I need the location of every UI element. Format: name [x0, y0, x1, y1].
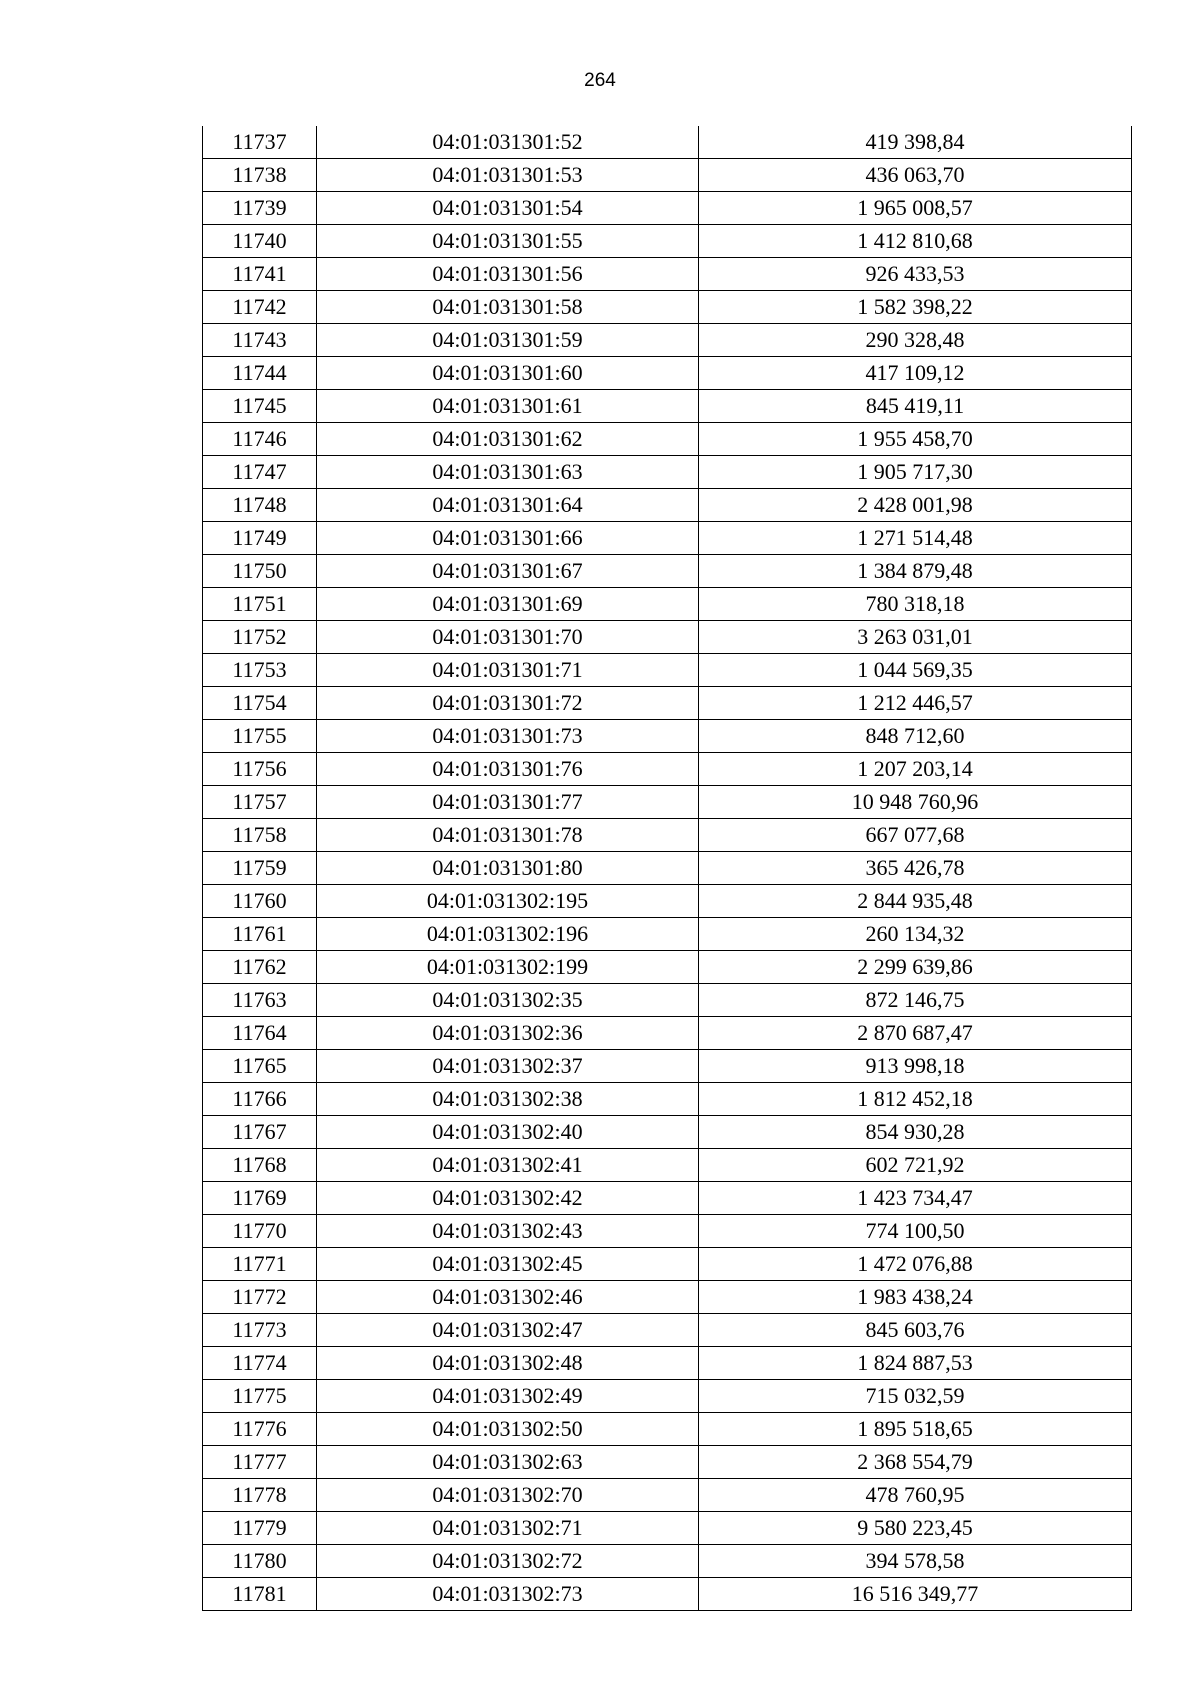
cadastral-number-cell: 04:01:031302:195: [317, 885, 699, 918]
row-number-cell: 11753: [203, 654, 317, 687]
row-number-cell: 11781: [203, 1578, 317, 1611]
value-cell: 260 134,32: [699, 918, 1132, 951]
row-number-cell: 11747: [203, 456, 317, 489]
row-number-cell: 11751: [203, 588, 317, 621]
value-cell: 845 419,11: [699, 390, 1132, 423]
cadastral-number-cell: 04:01:031301:63: [317, 456, 699, 489]
row-number-cell: 11749: [203, 522, 317, 555]
row-number-cell: 11758: [203, 819, 317, 852]
table-row: [203, 192, 1132, 225]
cadastral-number-cell: 04:01:031301:78: [317, 819, 699, 852]
registry-table-body: [203, 126, 1132, 1611]
cadastral-number-cell: 04:01:031302:196: [317, 918, 699, 951]
row-number-cell: 11761: [203, 918, 317, 951]
cadastral-number-cell: 04:01:031301:61: [317, 390, 699, 423]
row-number-cell: 11775: [203, 1380, 317, 1413]
row-number-cell: 11752: [203, 621, 317, 654]
cadastral-number-cell: 04:01:031301:55: [317, 225, 699, 258]
value-cell: 436 063,70: [699, 159, 1132, 192]
value-cell: 2 428 001,98: [699, 489, 1132, 522]
value-cell: 9 580 223,45: [699, 1512, 1132, 1545]
value-cell: 1 271 514,48: [699, 522, 1132, 555]
table-row: [203, 489, 1132, 522]
value-cell: 2 844 935,48: [699, 885, 1132, 918]
row-number-cell: 11754: [203, 687, 317, 720]
value-cell: 1 412 810,68: [699, 225, 1132, 258]
cadastral-number-cell: 04:01:031301:58: [317, 291, 699, 324]
table-row: [203, 1479, 1132, 1512]
table-row: [203, 918, 1132, 951]
value-cell: 16 516 349,77: [699, 1578, 1132, 1611]
row-number-cell: 11738: [203, 159, 317, 192]
cadastral-number-cell: 04:01:031301:62: [317, 423, 699, 456]
row-number-cell: 11756: [203, 753, 317, 786]
cadastral-number-cell: 04:01:031301:80: [317, 852, 699, 885]
row-number-cell: 11746: [203, 423, 317, 456]
cadastral-number-cell: 04:01:031301:53: [317, 159, 699, 192]
cadastral-number-cell: 04:01:031301:54: [317, 192, 699, 225]
row-number-cell: 11757: [203, 786, 317, 819]
table-row: [203, 1248, 1132, 1281]
value-cell: 394 578,58: [699, 1545, 1132, 1578]
row-number-cell: 11748: [203, 489, 317, 522]
value-cell: 854 930,28: [699, 1116, 1132, 1149]
table-row: [203, 456, 1132, 489]
table-row: [203, 555, 1132, 588]
value-cell: 774 100,50: [699, 1215, 1132, 1248]
value-cell: 1 812 452,18: [699, 1083, 1132, 1116]
table-row: [203, 390, 1132, 423]
value-cell: 1 824 887,53: [699, 1347, 1132, 1380]
table-row: [203, 324, 1132, 357]
value-cell: 2 870 687,47: [699, 1017, 1132, 1050]
table-row: [203, 819, 1132, 852]
cadastral-number-cell: 04:01:031301:70: [317, 621, 699, 654]
value-cell: 872 146,75: [699, 984, 1132, 1017]
value-cell: 602 721,92: [699, 1149, 1132, 1182]
table-row: [203, 654, 1132, 687]
row-number-cell: 11737: [203, 126, 317, 159]
table-row: [203, 786, 1132, 819]
value-cell: 1 895 518,65: [699, 1413, 1132, 1446]
table-row: [203, 1083, 1132, 1116]
row-number-cell: 11771: [203, 1248, 317, 1281]
value-cell: 1 983 438,24: [699, 1281, 1132, 1314]
value-cell: 290 328,48: [699, 324, 1132, 357]
table-row: [203, 720, 1132, 753]
row-number-cell: 11777: [203, 1446, 317, 1479]
table-row: [203, 687, 1132, 720]
table-row: [203, 159, 1132, 192]
cadastral-number-cell: 04:01:031302:63: [317, 1446, 699, 1479]
cadastral-number-cell: 04:01:031301:73: [317, 720, 699, 753]
value-cell: 2 299 639,86: [699, 951, 1132, 984]
row-number-cell: 11769: [203, 1182, 317, 1215]
table-row: [203, 1545, 1132, 1578]
table-row: [203, 1116, 1132, 1149]
cadastral-number-cell: 04:01:031302:46: [317, 1281, 699, 1314]
table-row: [203, 1413, 1132, 1446]
table-row: [203, 753, 1132, 786]
value-cell: 845 603,76: [699, 1314, 1132, 1347]
cadastral-number-cell: 04:01:031302:199: [317, 951, 699, 984]
cadastral-number-cell: 04:01:031301:56: [317, 258, 699, 291]
table-row: [203, 852, 1132, 885]
cadastral-number-cell: 04:01:031301:72: [317, 687, 699, 720]
cadastral-number-cell: 04:01:031302:40: [317, 1116, 699, 1149]
cadastral-number-cell: 04:01:031302:41: [317, 1149, 699, 1182]
cadastral-number-cell: 04:01:031302:73: [317, 1578, 699, 1611]
table-row: [203, 1347, 1132, 1380]
value-cell: 1 207 203,14: [699, 753, 1132, 786]
cadastral-number-cell: 04:01:031301:71: [317, 654, 699, 687]
table-row: [203, 357, 1132, 390]
row-number-cell: 11740: [203, 225, 317, 258]
table-row: [203, 126, 1132, 159]
table-row: [203, 1017, 1132, 1050]
cadastral-number-cell: 04:01:031302:38: [317, 1083, 699, 1116]
table-row: [203, 1182, 1132, 1215]
row-number-cell: 11764: [203, 1017, 317, 1050]
value-cell: 10 948 760,96: [699, 786, 1132, 819]
row-number-cell: 11750: [203, 555, 317, 588]
value-cell: 1 212 446,57: [699, 687, 1132, 720]
table-row: [203, 1050, 1132, 1083]
value-cell: 1 472 076,88: [699, 1248, 1132, 1281]
value-cell: 715 032,59: [699, 1380, 1132, 1413]
table-row: [203, 1380, 1132, 1413]
cadastral-number-cell: 04:01:031301:60: [317, 357, 699, 390]
cadastral-number-cell: 04:01:031302:45: [317, 1248, 699, 1281]
page-number: 264: [584, 70, 616, 91]
value-cell: 1 955 458,70: [699, 423, 1132, 456]
table-row: [203, 621, 1132, 654]
table-row: [203, 258, 1132, 291]
cadastral-number-cell: 04:01:031302:70: [317, 1479, 699, 1512]
cadastral-number-cell: 04:01:031301:64: [317, 489, 699, 522]
cadastral-number-cell: 04:01:031302:72: [317, 1545, 699, 1578]
value-cell: 1 905 717,30: [699, 456, 1132, 489]
value-cell: 1 965 008,57: [699, 192, 1132, 225]
table-row: [203, 423, 1132, 456]
table-row: [203, 1512, 1132, 1545]
value-cell: 1 582 398,22: [699, 291, 1132, 324]
cadastral-number-cell: 04:01:031302:42: [317, 1182, 699, 1215]
cadastral-number-cell: 04:01:031302:47: [317, 1314, 699, 1347]
row-number-cell: 11770: [203, 1215, 317, 1248]
table-row: [203, 1215, 1132, 1248]
value-cell: 926 433,53: [699, 258, 1132, 291]
cadastral-number-cell: 04:01:031302:71: [317, 1512, 699, 1545]
table-row: [203, 225, 1132, 258]
registry-table: [202, 126, 1132, 1611]
cadastral-number-cell: 04:01:031301:52: [317, 126, 699, 159]
row-number-cell: 11772: [203, 1281, 317, 1314]
row-number-cell: 11741: [203, 258, 317, 291]
row-number-cell: 11744: [203, 357, 317, 390]
value-cell: 2 368 554,79: [699, 1446, 1132, 1479]
value-cell: 1 423 734,47: [699, 1182, 1132, 1215]
value-cell: 780 318,18: [699, 588, 1132, 621]
row-number-cell: 11773: [203, 1314, 317, 1347]
value-cell: 365 426,78: [699, 852, 1132, 885]
table-row: [203, 1281, 1132, 1314]
cadastral-number-cell: 04:01:031302:48: [317, 1347, 699, 1380]
cadastral-number-cell: 04:01:031301:69: [317, 588, 699, 621]
row-number-cell: 11766: [203, 1083, 317, 1116]
table-row: [203, 984, 1132, 1017]
cadastral-number-cell: 04:01:031301:76: [317, 753, 699, 786]
cadastral-number-cell: 04:01:031301:77: [317, 786, 699, 819]
row-number-cell: 11776: [203, 1413, 317, 1446]
row-number-cell: 11774: [203, 1347, 317, 1380]
row-number-cell: 11778: [203, 1479, 317, 1512]
value-cell: 478 760,95: [699, 1479, 1132, 1512]
cadastral-number-cell: 04:01:031301:66: [317, 522, 699, 555]
row-number-cell: 11760: [203, 885, 317, 918]
cadastral-number-cell: 04:01:031302:43: [317, 1215, 699, 1248]
table-row: [203, 522, 1132, 555]
cadastral-number-cell: 04:01:031302:37: [317, 1050, 699, 1083]
value-cell: 1 044 569,35: [699, 654, 1132, 687]
cadastral-number-cell: 04:01:031301:67: [317, 555, 699, 588]
row-number-cell: 11743: [203, 324, 317, 357]
row-number-cell: 11768: [203, 1149, 317, 1182]
row-number-cell: 11780: [203, 1545, 317, 1578]
row-number-cell: 11755: [203, 720, 317, 753]
table-row: [203, 1578, 1132, 1611]
table-row: [203, 951, 1132, 984]
table-row: [203, 1446, 1132, 1479]
cadastral-number-cell: 04:01:031301:59: [317, 324, 699, 357]
cadastral-number-cell: 04:01:031302:36: [317, 1017, 699, 1050]
value-cell: 417 109,12: [699, 357, 1132, 390]
table-row: [203, 885, 1132, 918]
row-number-cell: 11763: [203, 984, 317, 1017]
table-row: [203, 291, 1132, 324]
value-cell: 1 384 879,48: [699, 555, 1132, 588]
table-row: [203, 1314, 1132, 1347]
row-number-cell: 11767: [203, 1116, 317, 1149]
row-number-cell: 11759: [203, 852, 317, 885]
row-number-cell: 11742: [203, 291, 317, 324]
row-number-cell: 11779: [203, 1512, 317, 1545]
cadastral-number-cell: 04:01:031302:35: [317, 984, 699, 1017]
table-row: [203, 1149, 1132, 1182]
cadastral-number-cell: 04:01:031302:49: [317, 1380, 699, 1413]
row-number-cell: 11739: [203, 192, 317, 225]
row-number-cell: 11745: [203, 390, 317, 423]
value-cell: 848 712,60: [699, 720, 1132, 753]
value-cell: 419 398,84: [699, 126, 1132, 159]
row-number-cell: 11762: [203, 951, 317, 984]
value-cell: 667 077,68: [699, 819, 1132, 852]
value-cell: 913 998,18: [699, 1050, 1132, 1083]
value-cell: 3 263 031,01: [699, 621, 1132, 654]
table-row: [203, 588, 1132, 621]
cadastral-number-cell: 04:01:031302:50: [317, 1413, 699, 1446]
row-number-cell: 11765: [203, 1050, 317, 1083]
